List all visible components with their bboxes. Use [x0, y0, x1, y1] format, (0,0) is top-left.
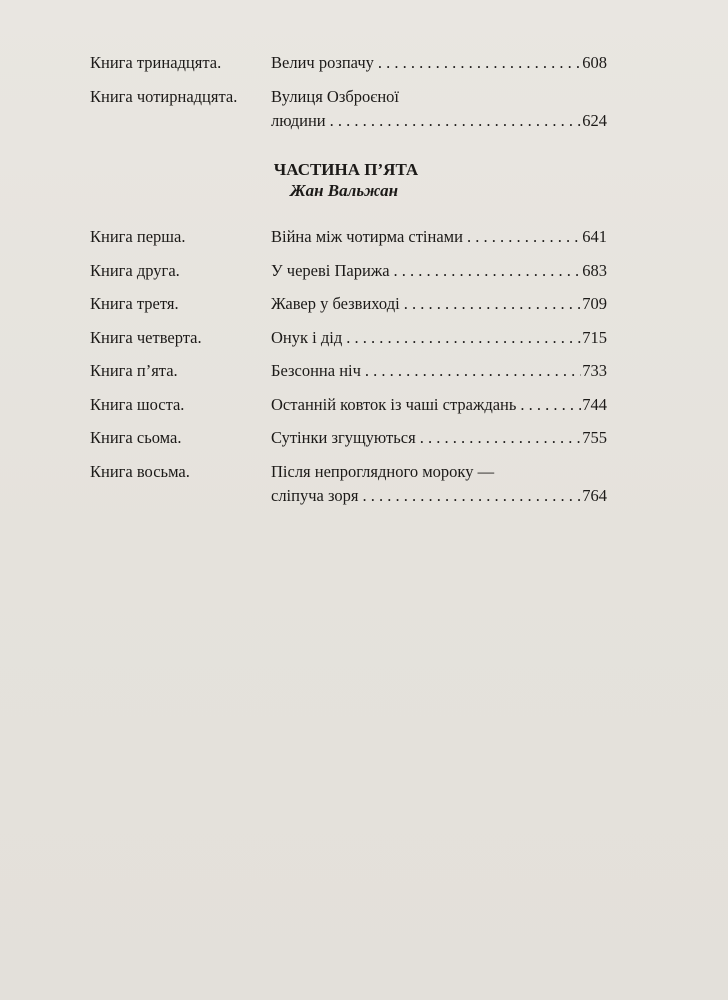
book-number: Книга сьома. [90, 428, 182, 447]
chapter-title-block [271, 461, 607, 507]
chapter-title-block [271, 327, 607, 349]
chapter-title: Війна між чотирма стінами [271, 227, 463, 246]
chapter-title: Сутінки згущуються [271, 428, 416, 447]
dot-leader [365, 360, 581, 382]
dot-leader [330, 110, 582, 132]
chapter-title-continued: сліпуча зоря [271, 486, 359, 505]
dot-leader [520, 394, 581, 416]
page-number: 624 [582, 111, 607, 130]
page-number: 683 [582, 261, 607, 280]
chapter-title-block [271, 293, 607, 315]
book-number: Книга чотирнадцята. [90, 87, 238, 106]
book-number: Книга шоста. [90, 395, 185, 414]
book-number: Книга четверта. [90, 328, 202, 347]
chapter-title: Безсонна ніч [271, 361, 361, 380]
page-number: 764 [582, 486, 607, 505]
page-number: 608 [582, 53, 607, 72]
chapter-title: Жавер у безвиході [271, 294, 400, 313]
dot-leader [404, 293, 582, 315]
chapter-title: У череві Парижа [271, 261, 390, 280]
chapter-title-block [271, 260, 607, 282]
book-number: Книга перша. [90, 227, 186, 246]
chapter-title-block [271, 52, 607, 74]
chapter-title-block [271, 86, 607, 132]
chapter-title-block [271, 226, 607, 248]
page-number: 755 [582, 428, 607, 447]
chapter-title-block [271, 427, 607, 449]
chapter-title-continued: людини [271, 111, 326, 130]
page-number: 709 [582, 294, 607, 313]
dot-leader [346, 327, 581, 349]
book-number: Книга друга. [90, 261, 180, 280]
page-number: 715 [582, 328, 607, 347]
dot-leader [362, 485, 581, 507]
dot-leader [378, 52, 581, 74]
book-number: Книга восьма. [90, 462, 190, 481]
dot-leader [394, 260, 582, 282]
dot-leader [467, 226, 581, 248]
book-number: Книга третя. [90, 294, 179, 313]
chapter-title: Вулиця Озброєної [271, 87, 399, 106]
part-subtitle: Жан Вальжан [289, 181, 399, 200]
book-number: Книга п’ята. [90, 361, 178, 380]
chapter-title: Онук і дід [271, 328, 343, 347]
page-number: 744 [582, 395, 607, 414]
chapter-title-block [271, 360, 607, 382]
chapter-title: Велич розпачу [271, 53, 374, 72]
book-number: Книга тринадцята. [90, 53, 222, 72]
dot-leader [420, 427, 582, 449]
chapter-title-block [271, 394, 607, 416]
page-number: 641 [582, 227, 607, 246]
chapter-title: Після непроглядного мороку — [271, 462, 495, 481]
page-number: 733 [582, 361, 607, 380]
chapter-title: Останній ковток із чаші страждань [271, 395, 517, 414]
part-title: ЧАСТИНА П’ЯТА [273, 160, 419, 179]
